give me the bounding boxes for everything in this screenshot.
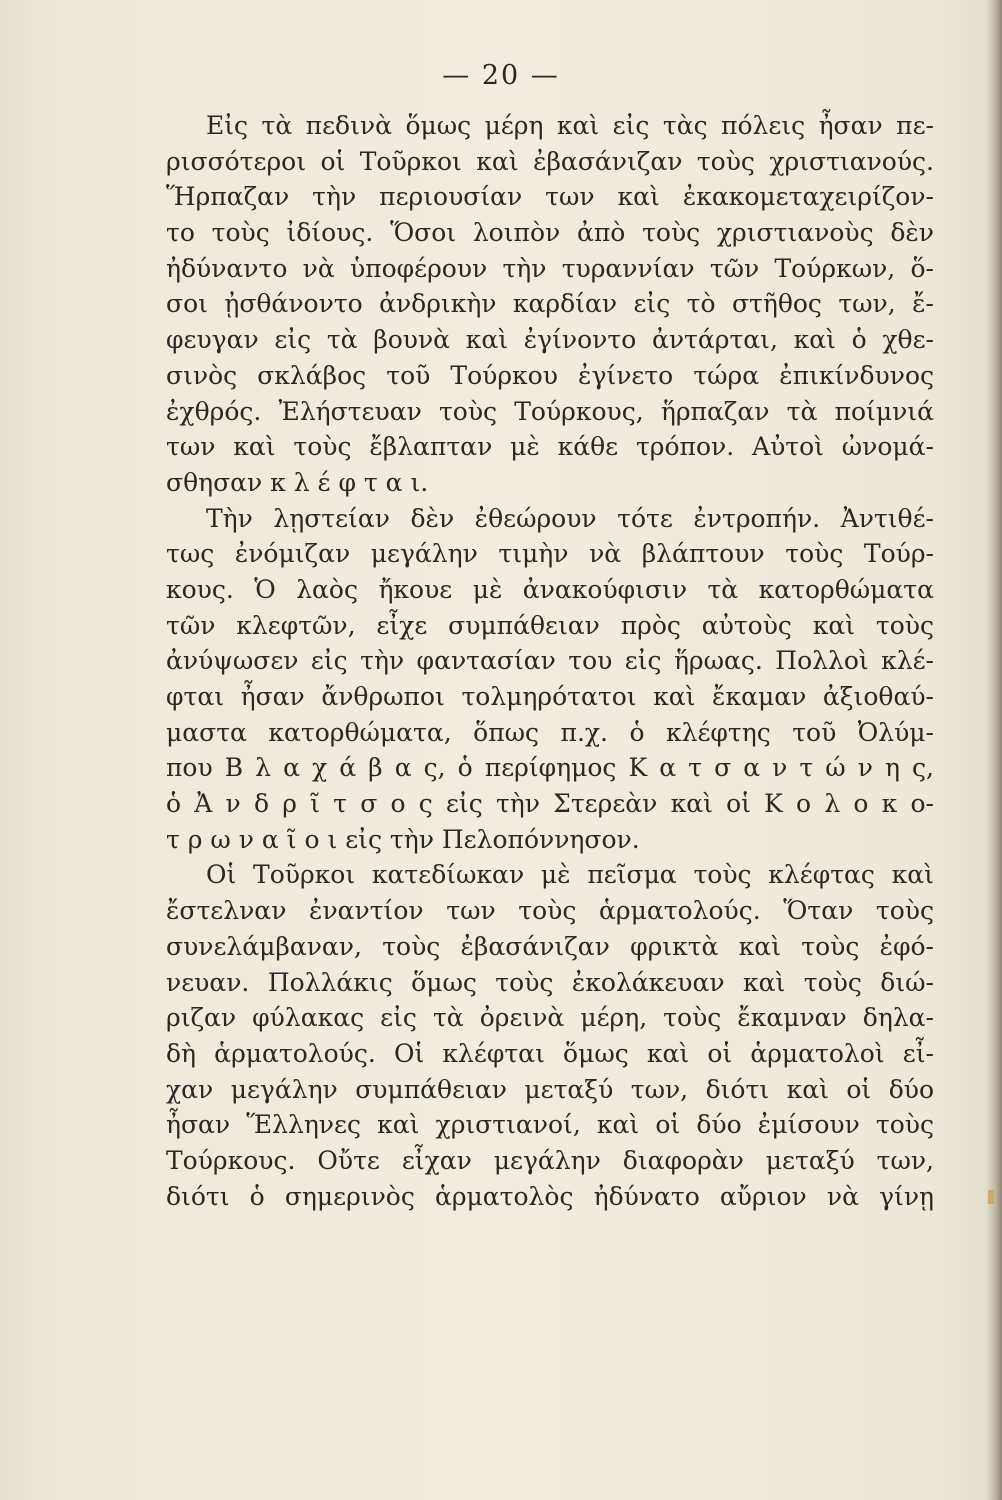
- page-number: — 20 —: [442, 60, 560, 91]
- text-line: ἐχθρός. Ἐλήστευαν τοὺς Τούρκους, ἥρπαζαν τὰ ποίμνιά: [166, 396, 934, 426]
- text-line: Τούρκους. Οὔτε εἶχαν μεγάλην διαφορὰν μεταξύ των,: [166, 1145, 934, 1175]
- text-line: ἔστελναν ἐναντίον των τοὺς ἁρματολούς. Ὅταν τοὺς: [166, 896, 934, 926]
- text-line: Τὴν λῃστείαν δὲν ἐθεώρουν τότε ἐντροπήν. Ἀντιθέ-: [206, 503, 934, 533]
- text-line: το τοὺς ἰδίους. Ὅσοι λοιπὸν ἀπὸ τοὺς χριστιανοὺς δὲν: [166, 218, 934, 248]
- text-line: μαστα κατορθώματα, ὅπως π.χ. ὁ κλέφτης τοῦ Ὀλύμ-: [166, 717, 934, 747]
- text-line: ἦσαν Ἕλληνες καὶ χριστιανοί, καὶ οἱ δύο ἐμίσουν τοὺς: [166, 1110, 934, 1140]
- text-line: δὴ ἁρματολούς. Οἱ κλέφται ὅμως καὶ οἱ ἁρματολοὶ εἶ-: [166, 1038, 934, 1068]
- text-line: ρισσότεροι οἱ Τοῦρκοι καὶ ἐβασάνιζαν τοὺς χριστιανούς.: [166, 146, 934, 176]
- text-line: των καὶ τοὺς ἔβλαπταν μὲ κάθε τρόπον. Αὐτοὶ ὠνομά-: [166, 432, 934, 462]
- text-line: συνελάμβαναν, τοὺς ἐβασάνιζαν φρικτὰ καὶ τοὺς ἐφό-: [166, 931, 934, 961]
- text-line: φευγαν εἰς τὰ βουνὰ καὶ ἐγίνοντο ἀντάρται, καὶ ὁ χθε-: [166, 325, 934, 355]
- body-text: [166, 108, 934, 1214]
- text-line: νευαν. Πολλάκις ὅμως τοὺς ἐκολάκευαν καὶ τοὺς διώ-: [166, 967, 934, 997]
- text-line: ἀνύψωσεν εἰς τὴν φαντασίαν του εἰς ἥρωας. Πολλοὶ κλέ-: [166, 646, 934, 676]
- text-line: φται ἦσαν ἄνθρωποι τολμηρότατοι καὶ ἔκαμαν ἀξιοθαύ-: [166, 682, 934, 711]
- text-line: τῶν κλεφτῶν, εἶχε συμπάθειαν πρὸς αὐτοὺς καὶ τοὺς: [166, 610, 934, 640]
- text-line: χαν μεγάλην συμπάθειαν μεταξύ των, διότι καὶ οἱ δύο: [166, 1074, 934, 1104]
- text-line: τως ἐνόμιζαν μεγάλην τιμὴν νὰ βλάπτουν τοὺς Τούρ-: [166, 539, 934, 569]
- page-edge-shadow: [986, 0, 1002, 1500]
- text-line: ὁ Ἀ ν δ ρ ῖ τ σ ο ς εἰς τὴν Στερεὰν καὶ οἱ Κ ο λ ο κ ο-: [166, 789, 934, 819]
- text-line: σθησαν κ λ έ φ τ α ι.: [166, 467, 429, 497]
- text-line: κους. Ὁ λαὸς ἤκουε μὲ ἀνακούφισιν τὰ κατορθώματα: [166, 574, 934, 604]
- paragraph: [166, 857, 934, 1214]
- text-line: ἠδύναντο νὰ ὑποφέρουν τὴν τυραννίαν τῶν Τούρκων, ὅ-: [166, 253, 934, 283]
- text-line: Ἥρπαζαν τὴν περιουσίαν των καὶ ἐκακομεταχειρίζον-: [166, 182, 934, 212]
- paragraph: [166, 501, 934, 858]
- text-line: Οἱ Τοῦρκοι κατεδίωκαν μὲ πεῖσμα τοὺς κλέφτας καὶ: [206, 860, 934, 890]
- text-line: διότι ὁ σημερινὸς ἁρματολὸς ἠδύνατο αὔριον νὰ γίνῃ: [166, 1181, 934, 1211]
- paper-mark: [988, 1190, 994, 1204]
- text-line: σινὸς σκλάβος τοῦ Τούρκου ἐγίνετο τώρα ἐπικίνδυνος: [166, 360, 934, 390]
- text-line: Εἰς τὰ πεδινὰ ὅμως μέρη καὶ εἰς τὰς πόλεις ἦσαν πε-: [206, 111, 934, 140]
- text-line: που Β λ α χ ά β α ς, ὁ περίφημος Κ α τ σ α ν τ ώ ν η ς,: [166, 753, 934, 783]
- paragraph: [166, 108, 934, 501]
- text-line: ριζαν φύλακας εἰς τὰ ὀρεινὰ μέρη, τοὺς ἔκαμναν δηλα-: [166, 1003, 934, 1033]
- text-line: σοι ᾐσθάνοντο ἀνδρικὴν καρδίαν εἰς τὸ στῆθος των, ἔ-: [166, 289, 934, 319]
- text-line: τ ρ ω ν α ῖ ο ι εἰς τὴν Πελοπόννησον.: [166, 824, 640, 854]
